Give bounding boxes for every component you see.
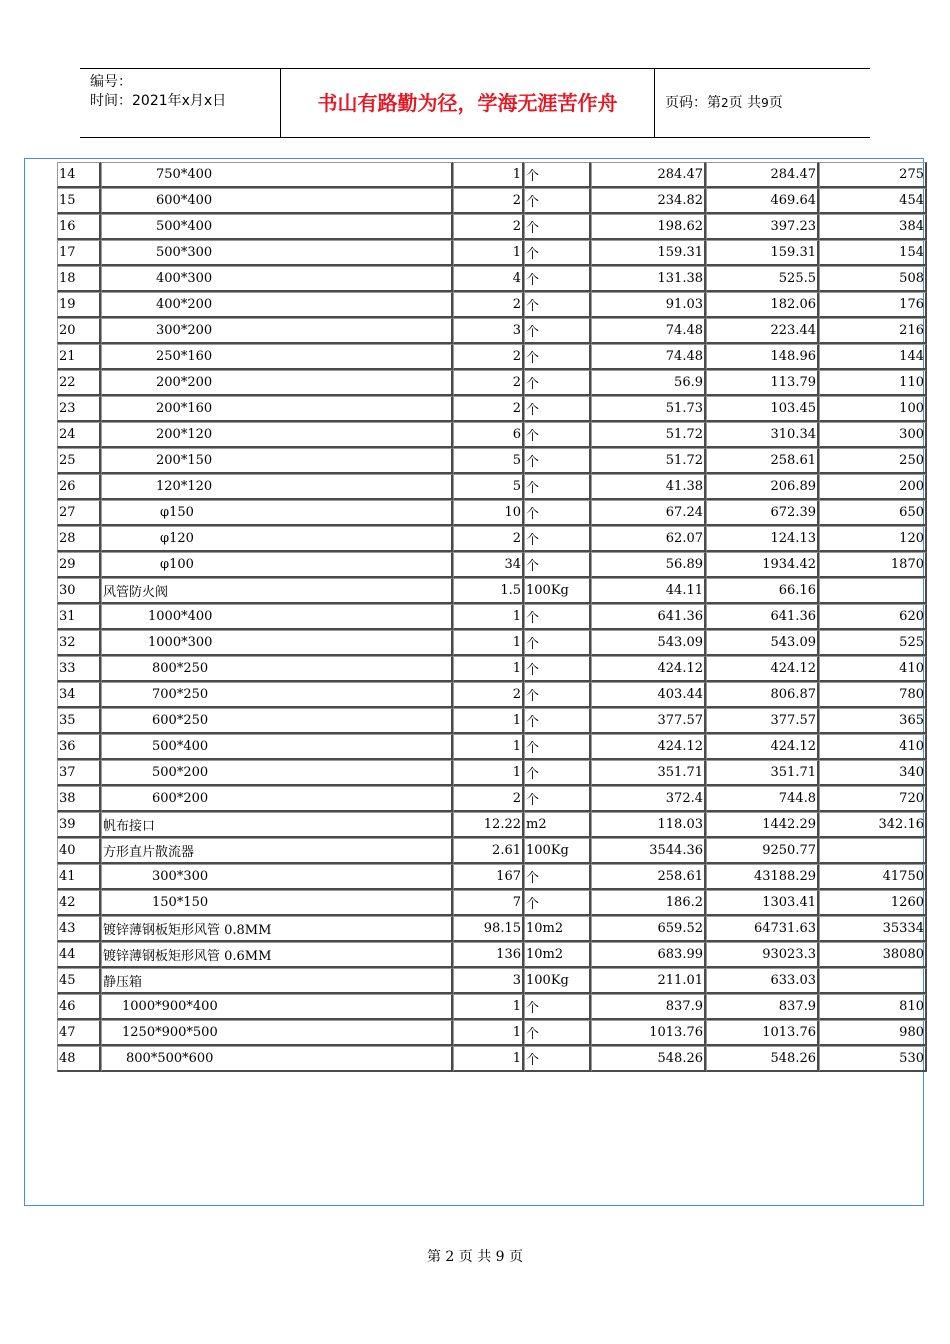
cell-unit-price: 543.09 bbox=[591, 630, 706, 656]
cell-unit: 个 bbox=[524, 994, 591, 1020]
cell-unit-price: 837.9 bbox=[591, 994, 706, 1020]
cell-total-price: 1013.76 bbox=[706, 1020, 819, 1046]
table-row bbox=[57, 734, 927, 760]
cell-row-number: 14 bbox=[57, 162, 101, 188]
cell-row-number: 48 bbox=[57, 1046, 101, 1072]
cell-row-number: 33 bbox=[57, 656, 101, 682]
cell-quantity: 10 bbox=[453, 500, 524, 526]
cell-unit: 100Kg bbox=[524, 968, 591, 994]
cell-item-name: 300*200 bbox=[101, 318, 453, 344]
cell-total-price: 148.96 bbox=[706, 344, 819, 370]
cell-amount: 720 bbox=[819, 786, 927, 812]
cell-item-name: 500*400 bbox=[101, 734, 453, 760]
cell-amount: 410 bbox=[819, 656, 927, 682]
table-body bbox=[57, 162, 927, 1072]
cell-amount: 38080 bbox=[819, 942, 927, 968]
cell-row-number: 20 bbox=[57, 318, 101, 344]
cell-unit-price: 62.07 bbox=[591, 526, 706, 552]
cell-amount bbox=[819, 968, 927, 994]
cell-total-price: 206.89 bbox=[706, 474, 819, 500]
table-row bbox=[57, 292, 927, 318]
table-row bbox=[57, 1020, 927, 1046]
cell-unit: 个 bbox=[524, 1046, 591, 1072]
cell-quantity: 2 bbox=[453, 188, 524, 214]
cell-quantity: 1 bbox=[453, 760, 524, 786]
cell-total-price: 258.61 bbox=[706, 448, 819, 474]
cell-quantity: 2 bbox=[453, 682, 524, 708]
table-row bbox=[57, 968, 927, 994]
cell-unit-price: 44.11 bbox=[591, 578, 706, 604]
cell-quantity: 2 bbox=[453, 786, 524, 812]
cell-row-number: 37 bbox=[57, 760, 101, 786]
cell-unit: 个 bbox=[524, 188, 591, 214]
cell-total-price: 424.12 bbox=[706, 656, 819, 682]
page-number: 2 bbox=[721, 96, 729, 110]
cell-amount bbox=[819, 578, 927, 604]
cell-amount: 154 bbox=[819, 240, 927, 266]
cell-total-price: 525.5 bbox=[706, 266, 819, 292]
cell-amount: 216 bbox=[819, 318, 927, 344]
cell-amount: 1260 bbox=[819, 890, 927, 916]
cell-quantity: 2.61 bbox=[453, 838, 524, 864]
cell-unit: 个 bbox=[524, 396, 591, 422]
cell-unit-price: 51.73 bbox=[591, 396, 706, 422]
cell-item-name: 200*150 bbox=[101, 448, 453, 474]
cell-total-price: 633.03 bbox=[706, 968, 819, 994]
cell-unit-price: 159.31 bbox=[591, 240, 706, 266]
table-row bbox=[57, 656, 927, 682]
header-motto: 书山有路勤为径，学海无涯苦作舟 bbox=[281, 69, 655, 137]
cell-unit-price: 659.52 bbox=[591, 916, 706, 942]
cell-unit-price: 424.12 bbox=[591, 734, 706, 760]
cell-unit: 个 bbox=[524, 214, 591, 240]
cell-row-number: 26 bbox=[57, 474, 101, 500]
cell-unit-price: 641.36 bbox=[591, 604, 706, 630]
cell-unit: 个 bbox=[524, 864, 591, 890]
cell-unit-price: 91.03 bbox=[591, 292, 706, 318]
page-total: 9 bbox=[761, 96, 769, 110]
cell-item-name: 500*200 bbox=[101, 760, 453, 786]
cell-quantity: 2 bbox=[453, 344, 524, 370]
cell-total-price: 9250.77 bbox=[706, 838, 819, 864]
cell-item-name: 400*200 bbox=[101, 292, 453, 318]
cell-row-number: 44 bbox=[57, 942, 101, 968]
cell-item-name: 风管防火阀 bbox=[101, 578, 453, 604]
cell-item-name: 120*120 bbox=[101, 474, 453, 500]
cell-unit: 个 bbox=[524, 292, 591, 318]
cell-quantity: 1 bbox=[453, 240, 524, 266]
cell-row-number: 42 bbox=[57, 890, 101, 916]
table-row bbox=[57, 448, 927, 474]
cell-row-number: 39 bbox=[57, 812, 101, 838]
cell-unit: 个 bbox=[524, 240, 591, 266]
cell-item-name: 镀锌薄钢板矩形风管 0.8MM bbox=[101, 916, 453, 942]
cell-amount: 365 bbox=[819, 708, 927, 734]
cell-item-name: 800*500*600 bbox=[101, 1046, 453, 1072]
table-row bbox=[57, 318, 927, 344]
cell-unit-price: 1013.76 bbox=[591, 1020, 706, 1046]
cell-unit: 个 bbox=[524, 682, 591, 708]
page-prefix: 页码：第 bbox=[665, 95, 721, 111]
cell-quantity: 1 bbox=[453, 734, 524, 760]
cell-unit-price: 56.89 bbox=[591, 552, 706, 578]
cell-unit: 个 bbox=[524, 474, 591, 500]
cell-quantity: 1 bbox=[453, 656, 524, 682]
cell-amount: 980 bbox=[819, 1020, 927, 1046]
cell-unit: 10m2 bbox=[524, 916, 591, 942]
cell-item-name: 700*250 bbox=[101, 682, 453, 708]
cell-unit: 10m2 bbox=[524, 942, 591, 968]
cell-quantity: 1 bbox=[453, 1020, 524, 1046]
cell-row-number: 32 bbox=[57, 630, 101, 656]
cell-quantity: 34 bbox=[453, 552, 524, 578]
cell-item-name: 帆布接口 bbox=[101, 812, 453, 838]
cell-total-price: 310.34 bbox=[706, 422, 819, 448]
cell-quantity: 2 bbox=[453, 214, 524, 240]
cell-row-number: 17 bbox=[57, 240, 101, 266]
cell-quantity: 167 bbox=[453, 864, 524, 890]
cell-quantity: 98.15 bbox=[453, 916, 524, 942]
cell-amount: 300 bbox=[819, 422, 927, 448]
cell-unit: 个 bbox=[524, 890, 591, 916]
cell-total-price: 469.64 bbox=[706, 188, 819, 214]
cell-amount: 144 bbox=[819, 344, 927, 370]
cell-total-price: 223.44 bbox=[706, 318, 819, 344]
cell-quantity: 1 bbox=[453, 630, 524, 656]
table-row bbox=[57, 188, 927, 214]
cell-unit-price: 424.12 bbox=[591, 656, 706, 682]
cell-unit-price: 548.26 bbox=[591, 1046, 706, 1072]
cell-unit-price: 683.99 bbox=[591, 942, 706, 968]
cell-amount: 810 bbox=[819, 994, 927, 1020]
cell-row-number: 47 bbox=[57, 1020, 101, 1046]
cell-quantity: 2 bbox=[453, 396, 524, 422]
cell-unit: 个 bbox=[524, 500, 591, 526]
cell-row-number: 29 bbox=[57, 552, 101, 578]
cell-item-name: 750*400 bbox=[101, 162, 453, 188]
table-row bbox=[57, 474, 927, 500]
cell-unit: 个 bbox=[524, 526, 591, 552]
cell-unit-price: 3544.36 bbox=[591, 838, 706, 864]
table-row bbox=[57, 578, 927, 604]
cell-item-name: 200*160 bbox=[101, 396, 453, 422]
cell-amount: 35334 bbox=[819, 916, 927, 942]
cell-unit: m2 bbox=[524, 812, 591, 838]
cell-unit: 个 bbox=[524, 604, 591, 630]
table-row bbox=[57, 864, 927, 890]
table-row bbox=[57, 1046, 927, 1072]
cell-unit: 100Kg bbox=[524, 838, 591, 864]
cell-item-name: 800*250 bbox=[101, 656, 453, 682]
cell-unit: 个 bbox=[524, 786, 591, 812]
cell-unit-price: 186.2 bbox=[591, 890, 706, 916]
cell-row-number: 36 bbox=[57, 734, 101, 760]
cell-item-name: 静压箱 bbox=[101, 968, 453, 994]
cell-unit-price: 51.72 bbox=[591, 422, 706, 448]
cell-row-number: 31 bbox=[57, 604, 101, 630]
cell-row-number: 38 bbox=[57, 786, 101, 812]
table-row bbox=[57, 708, 927, 734]
cell-row-number: 28 bbox=[57, 526, 101, 552]
cell-amount: 110 bbox=[819, 370, 927, 396]
cell-unit-price: 74.48 bbox=[591, 318, 706, 344]
cell-quantity: 1 bbox=[453, 604, 524, 630]
cell-amount: 530 bbox=[819, 1046, 927, 1072]
cell-unit: 100Kg bbox=[524, 578, 591, 604]
cell-amount: 780 bbox=[819, 682, 927, 708]
cell-row-number: 18 bbox=[57, 266, 101, 292]
cell-unit: 个 bbox=[524, 266, 591, 292]
cell-row-number: 22 bbox=[57, 370, 101, 396]
cell-unit: 个 bbox=[524, 760, 591, 786]
table-row bbox=[57, 890, 927, 916]
cell-unit-price: 198.62 bbox=[591, 214, 706, 240]
table-row bbox=[57, 812, 927, 838]
cell-unit-price: 67.24 bbox=[591, 500, 706, 526]
cell-quantity: 6 bbox=[453, 422, 524, 448]
table-row bbox=[57, 916, 927, 942]
cell-total-price: 744.8 bbox=[706, 786, 819, 812]
cell-item-name: 200*120 bbox=[101, 422, 453, 448]
cell-unit-price: 258.61 bbox=[591, 864, 706, 890]
cell-quantity: 4 bbox=[453, 266, 524, 292]
cell-item-name: 600*200 bbox=[101, 786, 453, 812]
cell-total-price: 43188.29 bbox=[706, 864, 819, 890]
table-row bbox=[57, 552, 927, 578]
code-label: 编号： bbox=[90, 74, 132, 90]
cell-unit: 个 bbox=[524, 422, 591, 448]
cell-item-name: φ150 bbox=[101, 500, 453, 526]
cell-total-price: 66.16 bbox=[706, 578, 819, 604]
cell-item-name: 500*300 bbox=[101, 240, 453, 266]
table-row bbox=[57, 500, 927, 526]
cell-amount: 200 bbox=[819, 474, 927, 500]
cell-item-name: 1250*900*500 bbox=[101, 1020, 453, 1046]
cell-total-price: 397.23 bbox=[706, 214, 819, 240]
cell-amount: 620 bbox=[819, 604, 927, 630]
cell-unit-price: 131.38 bbox=[591, 266, 706, 292]
cell-unit-price: 372.4 bbox=[591, 786, 706, 812]
cell-total-price: 377.57 bbox=[706, 708, 819, 734]
cell-total-price: 182.06 bbox=[706, 292, 819, 318]
cell-amount: 176 bbox=[819, 292, 927, 318]
table-row bbox=[57, 760, 927, 786]
cell-quantity: 1 bbox=[453, 708, 524, 734]
cell-total-price: 93023.3 bbox=[706, 942, 819, 968]
cell-total-price: 159.31 bbox=[706, 240, 819, 266]
cell-item-name: 150*150 bbox=[101, 890, 453, 916]
cell-row-number: 40 bbox=[57, 838, 101, 864]
cell-item-name: 方形直片散流器 bbox=[101, 838, 453, 864]
table-row bbox=[57, 994, 927, 1020]
cell-item-name: φ120 bbox=[101, 526, 453, 552]
cell-amount: 100 bbox=[819, 396, 927, 422]
cell-total-price: 641.36 bbox=[706, 604, 819, 630]
cell-quantity: 136 bbox=[453, 942, 524, 968]
table-row bbox=[57, 786, 927, 812]
cell-total-price: 548.26 bbox=[706, 1046, 819, 1072]
cell-item-name: 250*160 bbox=[101, 344, 453, 370]
cell-total-price: 1934.42 bbox=[706, 552, 819, 578]
cell-row-number: 45 bbox=[57, 968, 101, 994]
header-left-cell bbox=[80, 69, 281, 137]
cell-item-name: φ100 bbox=[101, 552, 453, 578]
cell-total-price: 124.13 bbox=[706, 526, 819, 552]
cell-item-name: 1000*400 bbox=[101, 604, 453, 630]
cell-unit: 个 bbox=[524, 318, 591, 344]
cell-row-number: 19 bbox=[57, 292, 101, 318]
cell-unit-price: 56.9 bbox=[591, 370, 706, 396]
table-row bbox=[57, 526, 927, 552]
cell-amount: 410 bbox=[819, 734, 927, 760]
cell-quantity: 1.5 bbox=[453, 578, 524, 604]
cell-quantity: 1 bbox=[453, 1046, 524, 1072]
cell-row-number: 21 bbox=[57, 344, 101, 370]
table-row bbox=[57, 162, 927, 188]
cell-amount: 525 bbox=[819, 630, 927, 656]
cell-unit: 个 bbox=[524, 656, 591, 682]
table-row bbox=[57, 604, 927, 630]
cell-total-price: 113.79 bbox=[706, 370, 819, 396]
cell-item-name: 1000*300 bbox=[101, 630, 453, 656]
cell-amount: 250 bbox=[819, 448, 927, 474]
cell-unit-price: 234.82 bbox=[591, 188, 706, 214]
cell-unit: 个 bbox=[524, 162, 591, 188]
page-footer: 第 2 页 共 9 页 bbox=[426, 1249, 524, 1265]
cell-quantity: 1 bbox=[453, 994, 524, 1020]
cell-item-name: 1000*900*400 bbox=[101, 994, 453, 1020]
cell-quantity: 3 bbox=[453, 318, 524, 344]
cell-unit: 个 bbox=[524, 552, 591, 578]
table-row bbox=[57, 344, 927, 370]
cell-quantity: 2 bbox=[453, 370, 524, 396]
cell-row-number: 30 bbox=[57, 578, 101, 604]
cell-quantity: 5 bbox=[453, 448, 524, 474]
cell-unit-price: 74.48 bbox=[591, 344, 706, 370]
table-row bbox=[57, 396, 927, 422]
cell-total-price: 1442.29 bbox=[706, 812, 819, 838]
table-row bbox=[57, 942, 927, 968]
cell-item-name: 200*200 bbox=[101, 370, 453, 396]
cell-unit-price: 351.71 bbox=[591, 760, 706, 786]
cell-unit: 个 bbox=[524, 448, 591, 474]
cell-row-number: 23 bbox=[57, 396, 101, 422]
cell-item-name: 600*250 bbox=[101, 708, 453, 734]
table-row bbox=[57, 838, 927, 864]
page-mid: 页 共 bbox=[728, 95, 762, 111]
table-row bbox=[57, 240, 927, 266]
cell-amount: 650 bbox=[819, 500, 927, 526]
cell-amount: 275 bbox=[819, 162, 927, 188]
cell-amount: 120 bbox=[819, 526, 927, 552]
cell-item-name: 600*400 bbox=[101, 188, 453, 214]
cell-amount bbox=[819, 838, 927, 864]
cell-unit-price: 211.01 bbox=[591, 968, 706, 994]
cell-amount: 340 bbox=[819, 760, 927, 786]
cell-total-price: 103.45 bbox=[706, 396, 819, 422]
cell-row-number: 24 bbox=[57, 422, 101, 448]
time-label: 时间：2021年x月x日 bbox=[90, 93, 227, 109]
cell-unit-price: 403.44 bbox=[591, 682, 706, 708]
cell-quantity: 3 bbox=[453, 968, 524, 994]
cell-total-price: 64731.63 bbox=[706, 916, 819, 942]
cell-quantity: 2 bbox=[453, 292, 524, 318]
table-row bbox=[57, 370, 927, 396]
cell-quantity: 1 bbox=[453, 162, 524, 188]
cell-quantity: 2 bbox=[453, 526, 524, 552]
cell-amount: 41750 bbox=[819, 864, 927, 890]
cell-total-price: 837.9 bbox=[706, 994, 819, 1020]
cell-amount: 1870 bbox=[819, 552, 927, 578]
cell-item-name: 镀锌薄钢板矩形风管 0.6MM bbox=[101, 942, 453, 968]
cell-unit: 个 bbox=[524, 1020, 591, 1046]
table-row bbox=[57, 422, 927, 448]
table-row bbox=[57, 630, 927, 656]
cell-item-name: 300*300 bbox=[101, 864, 453, 890]
cell-unit-price: 41.38 bbox=[591, 474, 706, 500]
table-row bbox=[57, 214, 927, 240]
cell-unit-price: 118.03 bbox=[591, 812, 706, 838]
cell-total-price: 672.39 bbox=[706, 500, 819, 526]
cell-row-number: 34 bbox=[57, 682, 101, 708]
cell-total-price: 424.12 bbox=[706, 734, 819, 760]
cell-quantity: 12.22 bbox=[453, 812, 524, 838]
cell-unit: 个 bbox=[524, 734, 591, 760]
cell-unit-price: 377.57 bbox=[591, 708, 706, 734]
cell-unit-price: 51.72 bbox=[591, 448, 706, 474]
header-page-info bbox=[655, 69, 870, 137]
cell-unit: 个 bbox=[524, 370, 591, 396]
quantity-table bbox=[57, 162, 927, 1072]
cell-item-name: 500*400 bbox=[101, 214, 453, 240]
cell-unit: 个 bbox=[524, 344, 591, 370]
cell-total-price: 284.47 bbox=[706, 162, 819, 188]
cell-amount: 342.16 bbox=[819, 812, 927, 838]
cell-row-number: 43 bbox=[57, 916, 101, 942]
table-row bbox=[57, 266, 927, 292]
cell-row-number: 15 bbox=[57, 188, 101, 214]
cell-row-number: 27 bbox=[57, 500, 101, 526]
cell-unit: 个 bbox=[524, 630, 591, 656]
cell-total-price: 351.71 bbox=[706, 760, 819, 786]
page-header bbox=[80, 68, 870, 138]
cell-row-number: 25 bbox=[57, 448, 101, 474]
cell-total-price: 1303.41 bbox=[706, 890, 819, 916]
cell-unit-price: 284.47 bbox=[591, 162, 706, 188]
cell-total-price: 543.09 bbox=[706, 630, 819, 656]
cell-row-number: 16 bbox=[57, 214, 101, 240]
cell-row-number: 35 bbox=[57, 708, 101, 734]
cell-amount: 384 bbox=[819, 214, 927, 240]
cell-unit: 个 bbox=[524, 708, 591, 734]
cell-row-number: 41 bbox=[57, 864, 101, 890]
cell-row-number: 46 bbox=[57, 994, 101, 1020]
cell-amount: 454 bbox=[819, 188, 927, 214]
cell-total-price: 806.87 bbox=[706, 682, 819, 708]
cell-amount: 508 bbox=[819, 266, 927, 292]
cell-quantity: 7 bbox=[453, 890, 524, 916]
cell-item-name: 400*300 bbox=[101, 266, 453, 292]
cell-quantity: 5 bbox=[453, 474, 524, 500]
page-suffix: 页 bbox=[768, 95, 783, 111]
table-row bbox=[57, 682, 927, 708]
